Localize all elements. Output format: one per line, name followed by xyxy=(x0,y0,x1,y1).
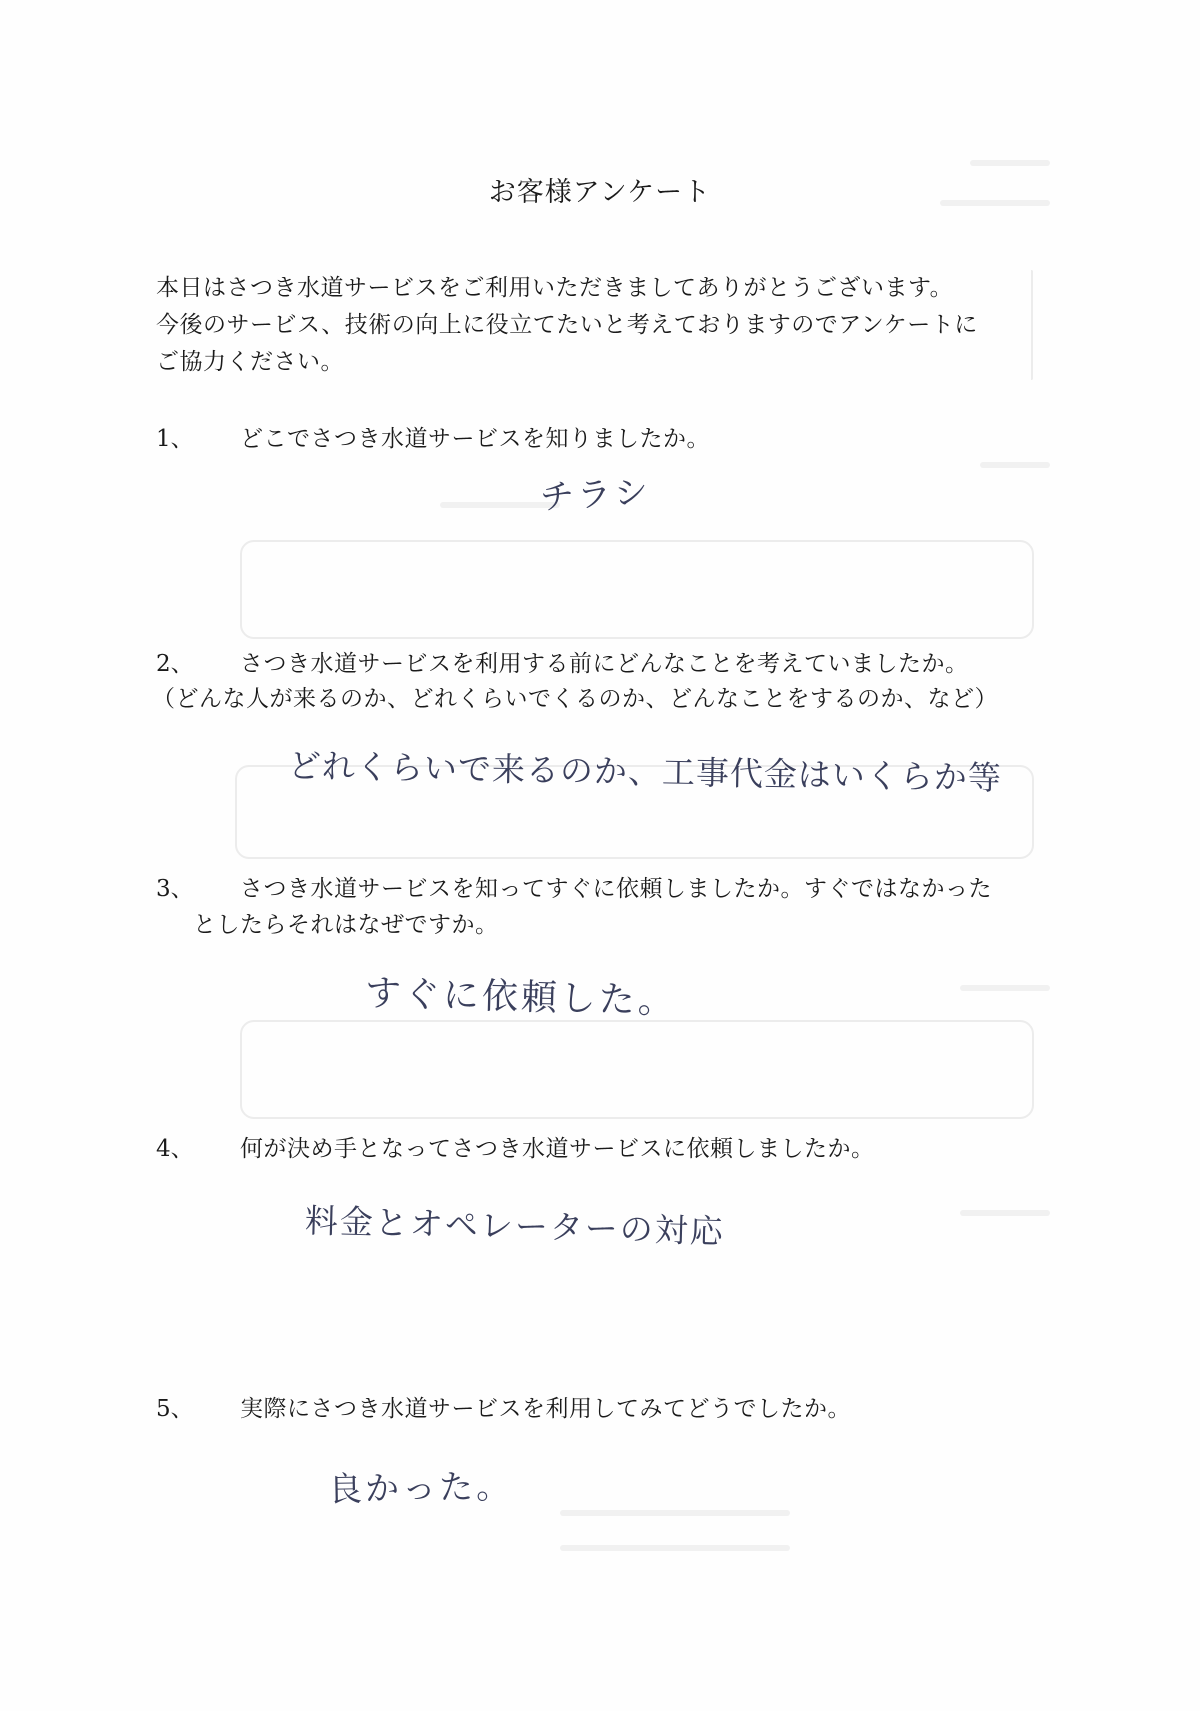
bleed-through-line xyxy=(970,160,1050,166)
handwritten-answer: 料金とオペレーターの対応 xyxy=(304,1201,726,1251)
intro-line: ご協力ください。 xyxy=(156,349,344,375)
question-number: 2、 xyxy=(156,651,194,677)
question-number: 4、 xyxy=(156,1136,194,1162)
bleed-through-line xyxy=(960,1210,1050,1216)
bleed-through-line xyxy=(560,1510,790,1516)
bleed-through-box xyxy=(240,1020,1034,1119)
intro-line: 今後のサービス、技術の向上に役立てたいと考えておりますのでアンケートに xyxy=(156,312,978,338)
bleed-through-line xyxy=(960,985,1050,991)
intro-line: 本日はさつき水道サービスをご利用いただきましてありがとうございます。 xyxy=(156,275,954,301)
bleed-through-line xyxy=(560,1545,790,1551)
question-number: 5、 xyxy=(156,1396,194,1422)
question-text: （どんな人が来るのか、どれくらいでくるのか、どんなことをするのか、など） xyxy=(152,686,998,712)
intro-paragraph xyxy=(156,270,1056,381)
question-text: 何が決め手となってさつき水道サービスに依頼しましたか。 xyxy=(240,1136,875,1162)
handwritten-answer: 良かった。 xyxy=(327,1466,514,1510)
question-number: 1、 xyxy=(156,426,194,452)
handwritten-answer: どれくらいで来るのか、工事代金はいくらか等 xyxy=(287,746,1003,798)
handwritten-answer: すぐに依頼した。 xyxy=(364,973,678,1023)
bleed-through-line xyxy=(980,462,1050,468)
question-text: さつき水道サービスを知ってすぐに依頼しましたか。すぐではなかった xyxy=(240,876,992,902)
survey-title: お客様アンケート xyxy=(488,177,712,208)
question-text: さつき水道サービスを利用する前にどんなことを考えていましたか。 xyxy=(240,651,969,677)
question-text: どこでさつき水道サービスを知りましたか。 xyxy=(240,426,710,452)
question-text: としたらそれはなぜですか。 xyxy=(193,912,499,938)
bleed-through-box xyxy=(240,540,1034,639)
question-number: 3、 xyxy=(156,876,194,902)
question-text: 実際にさつき水道サービスを利用してみてどうでしたか。 xyxy=(240,1396,851,1422)
handwritten-answer: チラシ xyxy=(539,472,653,518)
